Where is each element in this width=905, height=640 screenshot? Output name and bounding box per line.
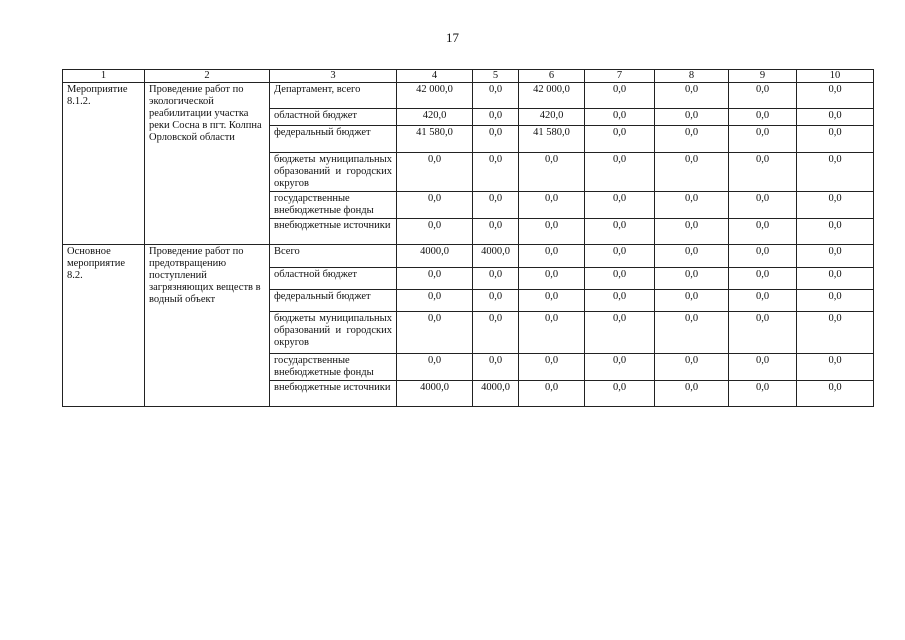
- value-cell: 0,0: [655, 83, 729, 109]
- value-cell: 0,0: [585, 354, 655, 381]
- col-header: 2: [145, 70, 270, 83]
- value-cell: 41 580,0: [397, 126, 473, 153]
- value-cell: 0,0: [473, 290, 519, 312]
- value-cell: 0,0: [585, 192, 655, 219]
- funding-source: государственные внебюджетные фонды: [270, 192, 397, 219]
- value-cell: 0,0: [397, 290, 473, 312]
- value-cell: 0,0: [797, 126, 874, 153]
- measure-label: Основное мероприятие 8.2.: [63, 245, 145, 407]
- value-cell: 0,0: [585, 219, 655, 245]
- value-cell: 0,0: [585, 109, 655, 126]
- value-cell: 4000,0: [473, 245, 519, 268]
- value-cell: 0,0: [473, 268, 519, 290]
- value-cell: 4000,0: [397, 381, 473, 407]
- value-cell: 0,0: [655, 268, 729, 290]
- table-row: [63, 83, 874, 109]
- value-cell: 0,0: [519, 219, 585, 245]
- value-cell: 0,0: [519, 354, 585, 381]
- value-cell: 0,0: [729, 354, 797, 381]
- col-header: 8: [655, 70, 729, 83]
- funding-source: областной бюджет: [270, 109, 397, 126]
- measure-description: Проведение работ по предотвращению поступлений загрязняющих веществ в водный объект: [145, 245, 270, 407]
- value-cell: 0,0: [655, 290, 729, 312]
- value-cell: 0,0: [473, 219, 519, 245]
- funding-source: областной бюджет: [270, 268, 397, 290]
- value-cell: 0,0: [585, 153, 655, 192]
- funding-source: бюджеты муниципальных образований и городских округов: [270, 153, 397, 192]
- value-cell: 0,0: [473, 312, 519, 354]
- value-cell: 0,0: [397, 219, 473, 245]
- col-header: 5: [473, 70, 519, 83]
- value-cell: 0,0: [797, 381, 874, 407]
- page-number: 17: [446, 30, 459, 45]
- measure-description: Проведение работ по экологической реабилитации участка реки Сосна в пгт. Колпна Орловской области: [145, 83, 270, 245]
- value-cell: 0,0: [473, 354, 519, 381]
- funding-source: федеральный бюджет: [270, 290, 397, 312]
- value-cell: 0,0: [655, 126, 729, 153]
- value-cell: 0,0: [729, 126, 797, 153]
- funding-source: Департамент, всего: [270, 83, 397, 109]
- value-cell: 0,0: [797, 312, 874, 354]
- value-cell: 0,0: [729, 381, 797, 407]
- value-cell: 0,0: [729, 312, 797, 354]
- value-cell: 0,0: [655, 219, 729, 245]
- value-cell: 0,0: [519, 312, 585, 354]
- value-cell: 0,0: [797, 153, 874, 192]
- funding-source: Всего: [270, 245, 397, 268]
- col-header: 6: [519, 70, 585, 83]
- value-cell: 0,0: [397, 153, 473, 192]
- value-cell: 0,0: [729, 245, 797, 268]
- value-cell: 0,0: [797, 290, 874, 312]
- funding-source: внебюджетные источники: [270, 219, 397, 245]
- value-cell: 0,0: [729, 219, 797, 245]
- value-cell: 4000,0: [473, 381, 519, 407]
- funding-source: государственные внебюджетные фонды: [270, 354, 397, 381]
- value-cell: 0,0: [797, 83, 874, 109]
- value-cell: 0,0: [655, 354, 729, 381]
- measure-label: Мероприятие 8.1.2.: [63, 83, 145, 245]
- value-cell: 0,0: [585, 83, 655, 109]
- value-cell: 0,0: [729, 268, 797, 290]
- col-header: 10: [797, 70, 874, 83]
- value-cell: 0,0: [729, 192, 797, 219]
- value-cell: 0,0: [729, 109, 797, 126]
- table-row: [63, 245, 874, 268]
- col-header: 1: [63, 70, 145, 83]
- value-cell: 0,0: [729, 153, 797, 192]
- value-cell: 0,0: [519, 381, 585, 407]
- value-cell: 420,0: [519, 109, 585, 126]
- value-cell: 420,0: [397, 109, 473, 126]
- value-cell: 41 580,0: [519, 126, 585, 153]
- value-cell: 0,0: [729, 83, 797, 109]
- value-cell: 42 000,0: [519, 83, 585, 109]
- value-cell: 0,0: [655, 245, 729, 268]
- value-cell: 0,0: [519, 192, 585, 219]
- value-cell: 0,0: [473, 109, 519, 126]
- value-cell: 0,0: [797, 354, 874, 381]
- header-row: [63, 70, 874, 83]
- col-header: 7: [585, 70, 655, 83]
- value-cell: 0,0: [397, 192, 473, 219]
- value-cell: 0,0: [519, 245, 585, 268]
- value-cell: 0,0: [473, 192, 519, 219]
- value-cell: 0,0: [585, 381, 655, 407]
- value-cell: 0,0: [797, 245, 874, 268]
- value-cell: 0,0: [397, 354, 473, 381]
- value-cell: 0,0: [519, 153, 585, 192]
- value-cell: 4000,0: [397, 245, 473, 268]
- budget-table: [62, 69, 874, 407]
- funding-source: федеральный бюджет: [270, 126, 397, 153]
- value-cell: 0,0: [585, 245, 655, 268]
- value-cell: 0,0: [473, 153, 519, 192]
- value-cell: 0,0: [797, 219, 874, 245]
- funding-source: внебюджетные источники: [270, 381, 397, 407]
- value-cell: 0,0: [655, 153, 729, 192]
- value-cell: 0,0: [585, 312, 655, 354]
- value-cell: 0,0: [397, 268, 473, 290]
- value-cell: 0,0: [655, 192, 729, 219]
- value-cell: 0,0: [473, 83, 519, 109]
- value-cell: 0,0: [655, 381, 729, 407]
- col-header: 4: [397, 70, 473, 83]
- value-cell: 0,0: [397, 312, 473, 354]
- value-cell: 0,0: [655, 312, 729, 354]
- value-cell: 0,0: [797, 109, 874, 126]
- value-cell: 0,0: [519, 268, 585, 290]
- value-cell: 0,0: [729, 290, 797, 312]
- value-cell: 0,0: [797, 268, 874, 290]
- col-header: 9: [729, 70, 797, 83]
- value-cell: 0,0: [655, 109, 729, 126]
- value-cell: 0,0: [797, 192, 874, 219]
- value-cell: 42 000,0: [397, 83, 473, 109]
- value-cell: 0,0: [519, 290, 585, 312]
- value-cell: 0,0: [585, 268, 655, 290]
- funding-source: бюджеты муниципальных образований и городских округов: [270, 312, 397, 354]
- value-cell: 0,0: [473, 126, 519, 153]
- value-cell: 0,0: [585, 290, 655, 312]
- col-header: 3: [270, 70, 397, 83]
- value-cell: 0,0: [585, 126, 655, 153]
